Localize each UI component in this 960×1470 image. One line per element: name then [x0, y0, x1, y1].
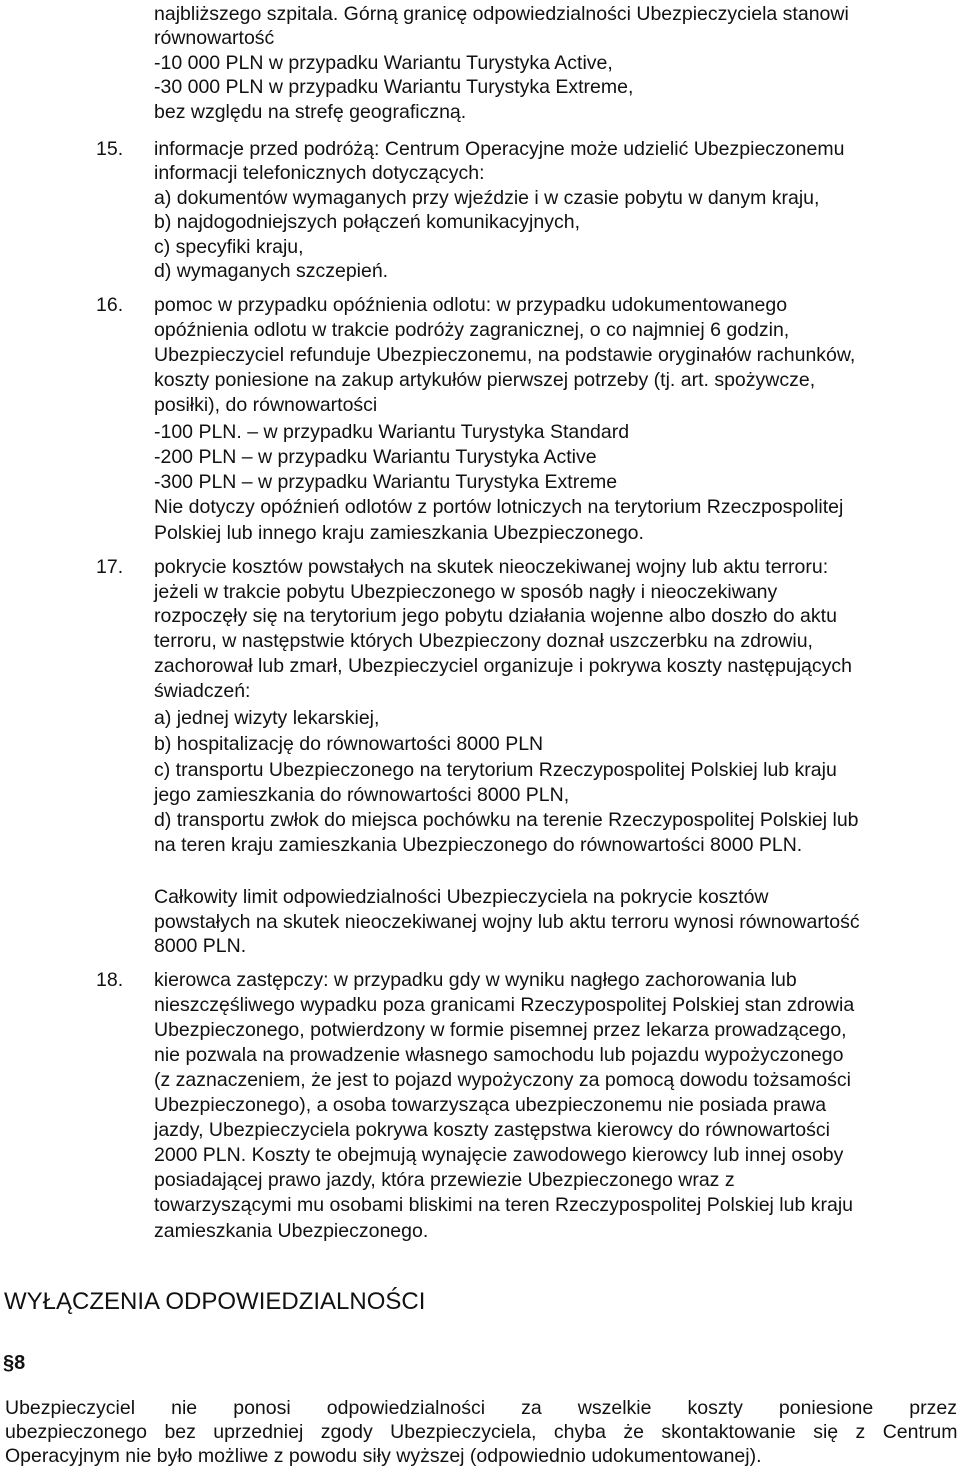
text-line: terroru, w następstwie których Ubezpieczony doznał uszczerbku na zdrowiu, — [154, 630, 813, 652]
text-line: a) jednej wizyty lekarskiej, — [154, 707, 380, 729]
text-line: rozpoczęły się na terytorium jego pobytu działania wojenne albo doszło do aktu — [154, 605, 837, 627]
text-line: Nie dotyczy opóźnień odlotów z portów lotniczych na terytorium Rzeczpospolitej — [154, 496, 844, 518]
item-number: 18. — [96, 969, 124, 991]
text-line: pokrycie kosztów powstałych na skutek nieoczekiwanej wojny lub aktu terroru: — [154, 556, 829, 578]
item-number: 17. — [96, 556, 124, 578]
text-line: Ubezpieczyciel refunduje Ubezpieczonemu, na podstawie oryginałów rachunków, — [154, 344, 856, 366]
item-number: 15. — [96, 138, 124, 160]
text-line: c) transportu Ubezpieczonego na terytorium Rzeczypospolitej Polskiej lub kraju — [154, 759, 837, 781]
text-line: pomoc w przypadku opóźnienia odlotu: w przypadku udokumentowanego — [154, 294, 788, 316]
text-line: towarzyszącymi mu osobami bliskimi na teren Rzeczypospolitej Polskiej lub kraju — [154, 1194, 854, 1216]
text-line: Całkowity limit odpowiedzialności Ubezpieczyciela na pokrycie kosztów — [154, 886, 769, 908]
text-line: bez względu na strefę geograficzną. — [154, 101, 467, 123]
text-line: Polskiej lub innego kraju zamieszkania Ubezpieczonego. — [154, 522, 644, 544]
text-line: b) hospitalizację do równowartości 8000 PLN — [154, 733, 544, 755]
text-line: kierowca zastępczy: w przypadku gdy w wyniku nagłego zachorowania lub — [154, 969, 797, 991]
text-line: b) najdogodniejszych połączeń komunikacyjnych, — [154, 211, 580, 233]
text-line: Operacyjnym nie było możliwe z powodu siły wyższej (odpowiednio udokumentowanej). — [5, 1445, 762, 1467]
text-line: -200 PLN – w przypadku Wariantu Turystyka Active — [154, 446, 597, 468]
text-line: nieszczęśliwego wypadku poza granicami Rzeczypospolitej Polskiej stan zdrowia — [154, 994, 855, 1016]
text-line: Ubezpieczyciel nie ponosi odpowiedzialności za wszelkie koszty poniesione przez — [5, 1397, 957, 1419]
text-line: nie pozwala na prowadzenie własnego samochodu lub pojazdu wypożyczonego — [154, 1044, 844, 1066]
text-line: (z zaznaczeniem, że jest to pojazd wypożyczony za pomocą dowodu tożsamości — [154, 1069, 851, 1091]
text-line: zachorował lub zmarł, Ubezpieczyciel organizuje i pokrywa koszty następujących — [154, 655, 852, 677]
text-line: na teren kraju zamieszkania Ubezpieczonego do równowartości 8000 PLN. — [154, 834, 803, 856]
text-line: powstałych na skutek nieoczekiwanej wojny lub aktu terroru wynosi równowartość — [154, 911, 860, 933]
text-line: opóźnienia odlotu w trakcie podróży zagranicznej, o co najmniej 6 godzin, — [154, 319, 790, 341]
text-line: koszty poniesione na zakup artykułów pierwszej potrzeby (tj. art. spożywcze, — [154, 369, 816, 391]
item-number: 16. — [96, 294, 124, 316]
text-line: posiłki), do równowartości — [154, 394, 378, 416]
text-line: równowartość — [154, 27, 275, 49]
text-line: -100 PLN. – w przypadku Wariantu Turystyka Standard — [154, 421, 630, 443]
text-line: Ubezpieczonego), a osoba towarzysząca ubezpieczonemu nie posiada prawa — [154, 1094, 827, 1116]
text-line: jeżeli w trakcie pobytu Ubezpieczonego w sposób nagły i nieoczekiwany — [154, 581, 778, 603]
text-line: d) wymaganych szczepień. — [154, 260, 389, 282]
section-heading: WYŁĄCZENIA ODPOWIEDZIALNOŚCI — [4, 1288, 426, 1315]
text-line: jego zamieszkania do równowartości 8000 PLN, — [154, 784, 570, 806]
text-line: zamieszkania Ubezpieczonego. — [154, 1220, 429, 1242]
text-line: -10 000 PLN w przypadku Wariantu Turystyka Active, — [154, 52, 613, 74]
text-line: 2000 PLN. Koszty te obejmują wynajęcie zawodowego kierowcy lub innej osoby — [154, 1144, 844, 1166]
text-line: ubezpieczonego bez uprzedniej zgody Ubezpieczyciela, chyba że skontaktowanie się z Centrum — [5, 1421, 958, 1443]
text-line: informacji telefonicznych dotyczących: — [154, 162, 485, 184]
text-line: świadczeń: — [154, 680, 251, 702]
text-line: informacje przed podróżą: Centrum Operacyjne może udzielić Ubezpieczonemu — [154, 138, 845, 160]
text-line: -30 000 PLN w przypadku Wariantu Turystyka Extreme, — [154, 76, 634, 98]
section-number: §8 — [3, 1352, 26, 1374]
text-line: d) transportu zwłok do miejsca pochówku na terenie Rzeczypospolitej Polskiej lub — [154, 809, 859, 831]
text-line: najbliższego szpitala. Górną granicę odpowiedzialności Ubezpieczyciela stanowi — [154, 3, 849, 25]
text-line: a) dokumentów wymaganych przy wjeździe i w czasie pobytu w danym kraju, — [154, 187, 820, 209]
text-line: jazdy, Ubezpieczyciela pokrywa koszty zastępstwa kierowcy do równowartości — [154, 1119, 830, 1141]
text-line: -300 PLN – w przypadku Wariantu Turystyka Extreme — [154, 471, 618, 493]
text-line: Ubezpieczonego, potwierdzony w formie pisemnej przez lekarza prowadzącego, — [154, 1019, 847, 1041]
text-line: c) specyfiki kraju, — [154, 236, 304, 258]
text-line: posiadającej prawo jazdy, która przewiezie Ubezpieczonego wraz z — [154, 1169, 735, 1191]
text-line: 8000 PLN. — [154, 935, 247, 957]
